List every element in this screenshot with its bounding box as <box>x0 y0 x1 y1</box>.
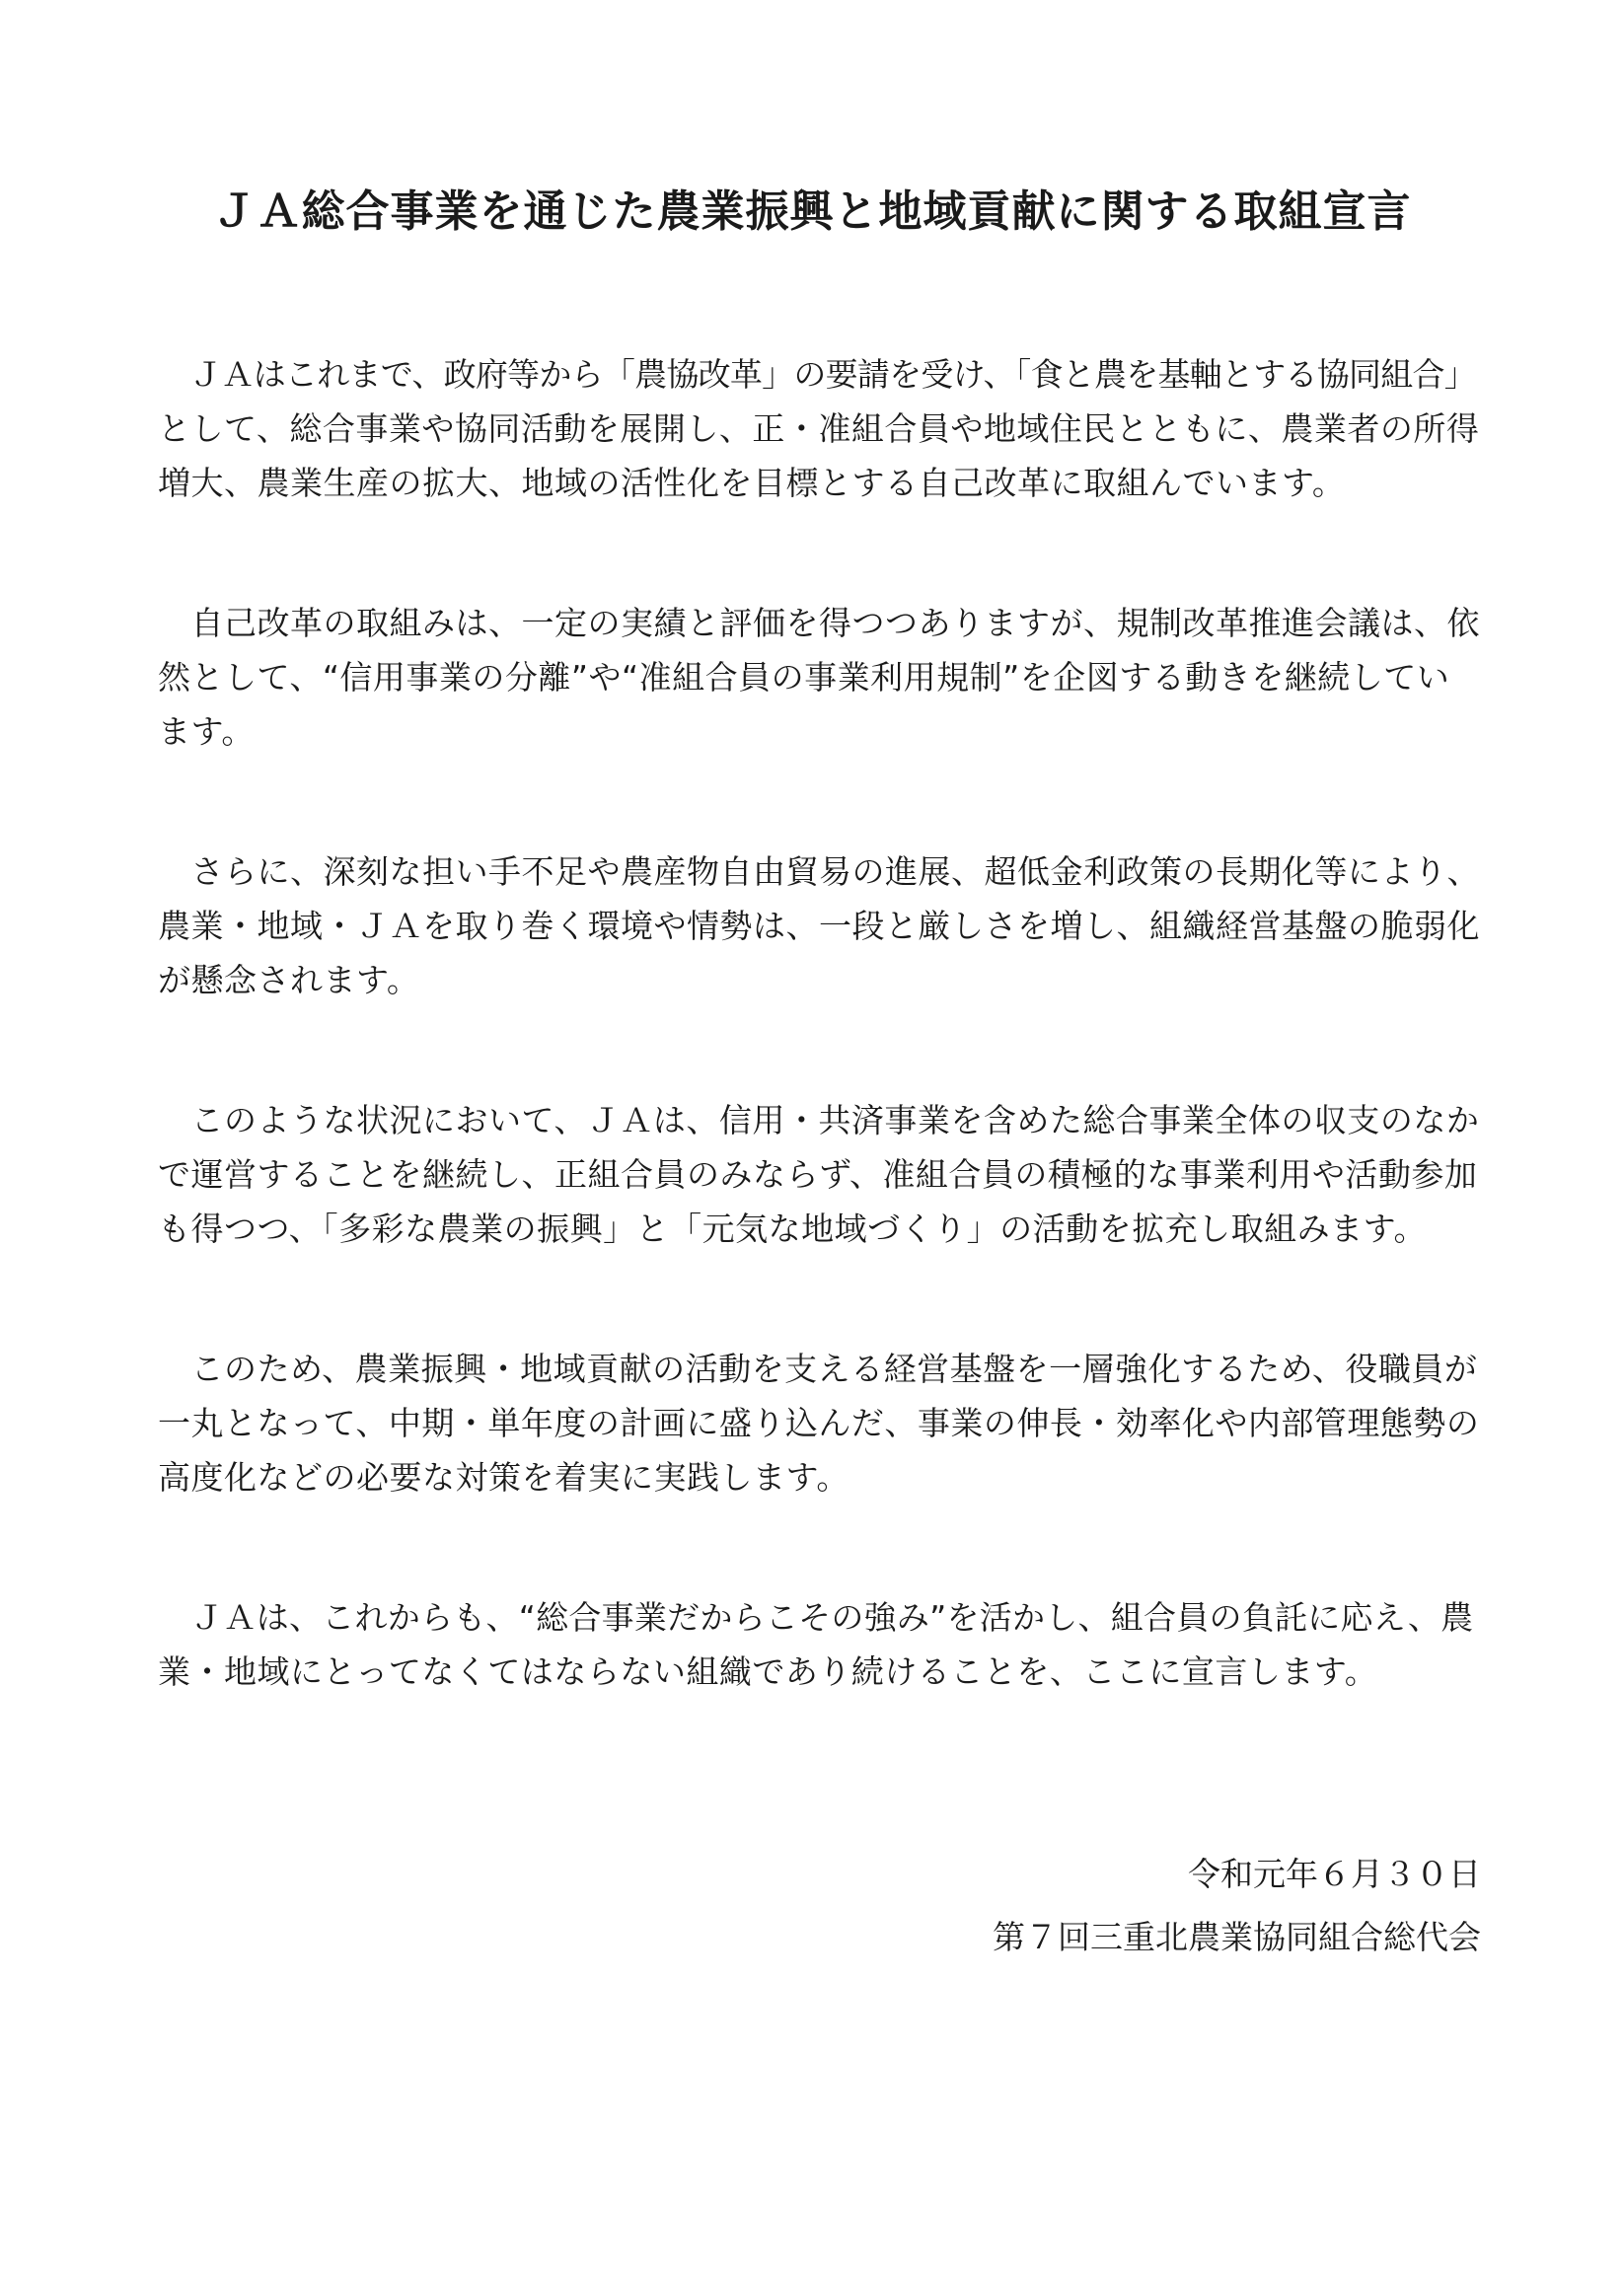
paragraph-3 <box>158 844 1480 1007</box>
paragraph-line: ＪＡは、これからも、“総合事業だからこその強み”を活かし、組合員の負託に応え、農 <box>158 1598 1474 1637</box>
paragraph-line: 一丸となって、中期・単年度の計画に盛り込んだ、事業の伸長・効率化や内部管理態勢の <box>158 1404 1480 1442</box>
paragraph-line: さらに、深刻な担い手不足や農産物自由貿易の進展、超低金利政策の長期化等により、 <box>158 852 1480 891</box>
document-body <box>158 347 1480 1785</box>
paragraph-line: 高度化などの必要な対策を着実に実践します。 <box>158 1458 849 1497</box>
paragraph-line: 増大、農業生産の拡大、地域の活性化を目標とする自己改革に取組んでいます。 <box>158 464 1346 502</box>
paragraph-line: も得つつ、「多彩な農業の振興」と「元気な地域づくり」の活動を拡充し取組みます。 <box>158 1210 1428 1248</box>
paragraph-line: 自己改革の取組みは、一定の実績と評価を得つつありますが、規制改革推進会議は、依 <box>158 604 1480 642</box>
paragraph-4 <box>158 1093 1480 1256</box>
paragraph-line: として、総合事業や協同活動を展開し、正・准組合員や地域住民とともに、農業者の所得 <box>158 409 1480 448</box>
paragraph-line: ＪＡはこれまで、政府等から「農協改革」の要請を受け、「食と農を基軸とする協同組合」 <box>158 355 1477 394</box>
paragraph-line: 農業・地域・ＪＡを取り巻く環境や情勢は、一段と厳しさを増し、組織経営基盤の脆弱化 <box>158 907 1480 945</box>
paragraph-5 <box>158 1342 1480 1504</box>
paragraph-2 <box>158 596 1480 759</box>
paragraph-line: で運営することを継続し、正組合員のみならず、准組合員の積極的な事業利用や活動参加 <box>158 1155 1478 1194</box>
paragraph-line: このような状況において、ＪＡは、信用・共済事業を含めた総合事業全体の収支のなか <box>158 1101 1480 1139</box>
paragraph-6 <box>158 1590 1480 1699</box>
paragraph-line: 然として、“信用事業の分離”や“准組合員の事業利用規制”を企図する動きを継続してい <box>158 658 1450 697</box>
paragraph-line: が懸念されます。 <box>158 961 420 999</box>
signature-block <box>993 1843 1481 1969</box>
paragraph-line: このため、農業振興・地域貢献の活動を支える経営基盤を一層強化するため、役職員が <box>158 1350 1478 1388</box>
paragraph-1 <box>158 347 1480 510</box>
declaration-date: 令和元年６月３０日 <box>1188 1855 1481 1893</box>
document-title: ＪＡ総合事業を通じた農業振興と地域貢献に関する取組宣言 <box>212 186 1412 237</box>
paragraph-line: 業・地域にとってなくてはならない組織であり続けることを、ここに宣言します。 <box>158 1652 1378 1691</box>
signatory: 第７回三重北農業協同組合総代会 <box>993 1918 1481 1956</box>
paragraph-line: ます。 <box>158 712 255 751</box>
